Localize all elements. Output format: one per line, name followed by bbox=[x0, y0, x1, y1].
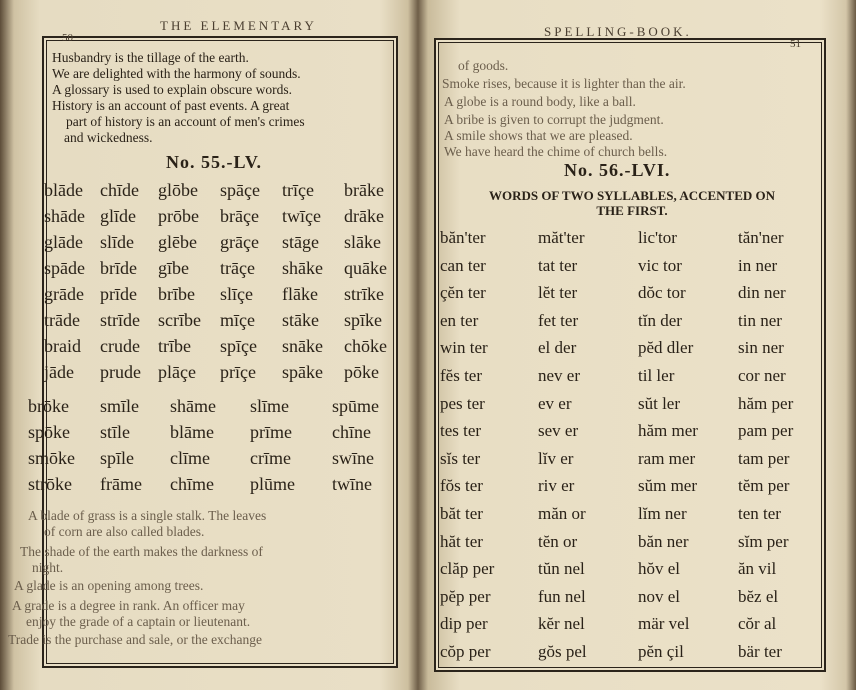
lesson-title-55: No. 55.-LV. bbox=[166, 152, 263, 172]
spelling-word: crīme bbox=[250, 448, 291, 468]
spelling-word: cŏp per bbox=[440, 641, 491, 661]
spelling-word: brāçe bbox=[220, 206, 259, 226]
sentence: We have heard the chime of church bells. bbox=[444, 144, 668, 159]
word-list-lesson-56 bbox=[440, 228, 824, 662]
spelling-word: swīne bbox=[332, 448, 374, 468]
running-head-left: THE ELEMENTARY bbox=[160, 18, 317, 33]
spelling-word: chīme bbox=[170, 474, 214, 494]
spelling-word: vic tor bbox=[638, 255, 682, 275]
spelling-word: fŏs ter bbox=[440, 476, 483, 496]
spelling-word: tam per bbox=[738, 448, 790, 468]
sentence: of goods. bbox=[458, 58, 509, 73]
spelling-word: glōbe bbox=[158, 180, 198, 200]
spelling-word: in ner bbox=[738, 255, 778, 275]
spelling-word: ev er bbox=[538, 393, 572, 413]
spelling-word: măt'ter bbox=[538, 228, 585, 247]
spelling-word: blāde bbox=[44, 180, 83, 200]
page-number-left: 50 bbox=[62, 32, 73, 44]
spelling-word: chīne bbox=[332, 422, 371, 442]
subheading-line: WORDS OF TWO SYLLABLES, ACCENTED ON bbox=[488, 188, 776, 203]
sentence: A bribe is given to corrupt the judgment. bbox=[444, 112, 664, 127]
spelling-word: can ter bbox=[440, 255, 486, 275]
spelling-word: ram mer bbox=[638, 448, 696, 468]
lesson-subheading bbox=[442, 188, 822, 218]
spelling-word: chīde bbox=[100, 180, 139, 200]
sentence: part of history is an account of men's crimes bbox=[66, 114, 305, 129]
spelling-word: tĭn der bbox=[638, 310, 682, 330]
spelling-word: gŏs pel bbox=[538, 641, 587, 661]
spelling-word: spōke bbox=[28, 422, 70, 442]
spelling-word: prīme bbox=[250, 422, 292, 442]
spelling-word: mär vel bbox=[638, 614, 690, 634]
spelling-word: prude bbox=[100, 362, 141, 382]
sentence: and wickedness. bbox=[64, 130, 153, 145]
spelling-word: dip per bbox=[440, 614, 488, 634]
spelling-word: trāçe bbox=[220, 258, 255, 278]
spelling-word: tes ter bbox=[440, 421, 482, 441]
spelling-word: clăp per bbox=[440, 559, 495, 579]
spelling-word: spīçe bbox=[220, 336, 257, 356]
spelling-word: pam per bbox=[738, 421, 794, 441]
spelling-word: grāçe bbox=[220, 232, 259, 252]
spelling-word: shāke bbox=[282, 258, 323, 278]
spelling-word: din ner bbox=[738, 283, 786, 303]
spelling-word: prōbe bbox=[158, 206, 199, 226]
spelling-word: băn'ter bbox=[440, 228, 486, 247]
spelling-word: grāde bbox=[44, 284, 84, 304]
word-list-lesson-55 bbox=[44, 180, 402, 383]
left-page bbox=[8, 14, 408, 662]
spelling-word: hăm per bbox=[738, 393, 794, 413]
spelling-word: jāde bbox=[44, 362, 74, 382]
spelling-word: băt ter bbox=[440, 503, 483, 523]
spelling-word: twīne bbox=[332, 474, 372, 494]
sentence: Smoke rises, because it is lighter than the air. bbox=[442, 76, 686, 91]
spelling-word: tĕn or bbox=[538, 531, 578, 551]
spelling-word: hŏv el bbox=[638, 559, 681, 579]
spelling-word: plāçe bbox=[158, 362, 196, 382]
spelling-word: măn or bbox=[538, 503, 586, 523]
sentence: History is an account of past events. A great bbox=[52, 98, 290, 113]
spelling-word: lĭm ner bbox=[638, 503, 687, 523]
spelling-word: ăn vil bbox=[738, 559, 777, 579]
spelling-word: stāke bbox=[282, 310, 319, 330]
spelling-word: chōke bbox=[344, 336, 387, 356]
spelling-word: cŏr al bbox=[738, 614, 777, 634]
spelling-word: en ter bbox=[440, 310, 479, 330]
page-number-right: 51 bbox=[790, 38, 801, 50]
spelling-word: blāme bbox=[170, 422, 214, 442]
spelling-word: gībe bbox=[158, 258, 189, 278]
spelling-word: bĕz el bbox=[738, 586, 779, 606]
spelling-word: trāde bbox=[44, 310, 80, 330]
spelling-word: sin ner bbox=[738, 338, 784, 358]
spelling-word: clīme bbox=[170, 448, 210, 468]
spelling-word: tăn'ner bbox=[738, 228, 784, 247]
spelling-word: tat ter bbox=[538, 255, 578, 275]
spelling-word: win ter bbox=[440, 338, 488, 358]
sentence: A smile shows that we are pleased. bbox=[444, 128, 633, 143]
spelling-word: brōke bbox=[28, 396, 69, 416]
spelling-word: çĕn ter bbox=[440, 283, 486, 303]
spelling-word: shāme bbox=[170, 396, 216, 416]
spelling-word: strīde bbox=[100, 310, 140, 330]
spelling-word: til ler bbox=[638, 365, 675, 385]
sentence: Husbandry is the tillage of the earth. bbox=[52, 50, 249, 65]
spelling-word: băn ner bbox=[638, 531, 689, 551]
sentence: A glossary is used to explain obscure words. bbox=[52, 82, 292, 97]
spelling-word: glīde bbox=[100, 206, 136, 226]
spelling-word: sĭm per bbox=[738, 531, 789, 551]
spelling-word: ten ter bbox=[738, 503, 781, 523]
spelling-word: pes ter bbox=[440, 393, 485, 413]
spelling-word: pĕd dler bbox=[638, 338, 694, 358]
sentence: A glade is an opening among trees. bbox=[14, 578, 204, 593]
spelling-word: prīçe bbox=[220, 362, 256, 382]
sentence: A blade of grass is a single stalk. The leaves bbox=[28, 508, 267, 523]
spelling-word: glēbe bbox=[158, 232, 197, 252]
spelling-word: pĕp per bbox=[440, 586, 491, 606]
spelling-word: braid bbox=[44, 336, 81, 356]
spelling-word: bär ter bbox=[738, 641, 782, 661]
spelling-word: plūme bbox=[250, 474, 295, 494]
spelling-word: twīçe bbox=[282, 206, 321, 226]
sentence: A globe is a round body, like a ball. bbox=[444, 94, 636, 109]
spelling-word: sŭt ler bbox=[638, 393, 681, 413]
spelling-word: mīçe bbox=[220, 310, 255, 330]
spelling-word: stāge bbox=[282, 232, 319, 252]
spelling-word: fet ter bbox=[538, 310, 579, 330]
spelling-word: sev er bbox=[538, 421, 579, 441]
running-head-right: SPELLING-BOOK. bbox=[544, 24, 692, 39]
sentence: night. bbox=[32, 560, 64, 575]
spelling-word: brāke bbox=[344, 180, 384, 200]
spelling-word: smōke bbox=[28, 448, 75, 468]
spelling-word: scrībe bbox=[158, 310, 201, 330]
spelling-word: dŏc tor bbox=[638, 283, 686, 303]
spelling-word: crude bbox=[100, 336, 140, 356]
spelling-word: nev er bbox=[538, 365, 581, 385]
spelling-word: hăm mer bbox=[638, 421, 698, 441]
spelling-word: brīde bbox=[100, 258, 137, 278]
spelling-word: spāke bbox=[282, 362, 323, 382]
spelling-word: nov el bbox=[638, 586, 681, 606]
spelling-word: snāke bbox=[282, 336, 323, 356]
sentence: We are delighted with the harmony of sounds. bbox=[52, 66, 301, 81]
spelling-word: cor ner bbox=[738, 365, 786, 385]
lesson-title-56: No. 56.-LVI. bbox=[564, 160, 671, 180]
spelling-word: el der bbox=[538, 338, 577, 358]
sentence: A grade is a degree in rank. An officer may bbox=[12, 598, 245, 613]
spelling-word: strīke bbox=[344, 284, 384, 304]
spelling-word: slīçe bbox=[220, 284, 253, 304]
spelling-word: spīke bbox=[344, 310, 382, 330]
spelling-word: tĕm per bbox=[738, 476, 790, 496]
spelling-word: tŭn nel bbox=[538, 559, 585, 579]
spelling-word: flāke bbox=[282, 284, 318, 304]
spelling-word: spīle bbox=[100, 448, 134, 468]
spelling-word: hăt ter bbox=[440, 531, 483, 551]
spelling-word: kĕr nel bbox=[538, 614, 585, 634]
word-list-lesson-55-part-2 bbox=[28, 396, 400, 495]
spelling-word: pĕn çil bbox=[638, 641, 684, 661]
spelling-word: stīle bbox=[100, 422, 130, 442]
spelling-word: slīme bbox=[250, 396, 289, 416]
spelling-word: fĕs ter bbox=[440, 365, 483, 385]
spelling-word: sŭm mer bbox=[638, 476, 698, 496]
sentence: Trade is the purchase and sale, or the exchange bbox=[8, 632, 263, 647]
spelling-word: riv er bbox=[538, 476, 575, 496]
spelling-word: frāme bbox=[100, 474, 142, 494]
spelling-word: strōke bbox=[28, 474, 72, 494]
spelling-word: trībe bbox=[158, 336, 191, 356]
spelling-word: lic'tor bbox=[638, 228, 677, 247]
spelling-word: lĭv er bbox=[538, 448, 574, 468]
right-page bbox=[432, 18, 832, 668]
spelling-word: shāde bbox=[44, 206, 85, 226]
spelling-word: drāke bbox=[344, 206, 384, 226]
spelling-word: slāke bbox=[344, 232, 381, 252]
spelling-word: tin ner bbox=[738, 310, 782, 330]
spelling-word: pōke bbox=[344, 362, 379, 382]
spelling-word: prīde bbox=[100, 284, 137, 304]
spelling-word: smīle bbox=[100, 396, 139, 416]
sentence: of corn are also called blades. bbox=[44, 524, 205, 539]
spelling-word: sĭs ter bbox=[440, 448, 481, 468]
subheading-line: THE FIRST. bbox=[596, 203, 668, 218]
sentence: enjoy the grade of a captain or lieutenant. bbox=[26, 614, 251, 629]
spelling-word: glāde bbox=[44, 232, 83, 252]
spelling-word: trīçe bbox=[282, 180, 314, 200]
sentence: The shade of the earth makes the darkness of bbox=[20, 544, 263, 559]
spelling-word: lĕt ter bbox=[538, 283, 578, 303]
spelling-word: slīde bbox=[100, 232, 134, 252]
spelling-word: spāde bbox=[44, 258, 85, 278]
spelling-word: quāke bbox=[344, 258, 387, 278]
spelling-word: spāçe bbox=[220, 180, 260, 200]
spelling-word: fun nel bbox=[538, 586, 586, 606]
spelling-word: brībe bbox=[158, 284, 195, 304]
spelling-word: spūme bbox=[332, 396, 379, 416]
